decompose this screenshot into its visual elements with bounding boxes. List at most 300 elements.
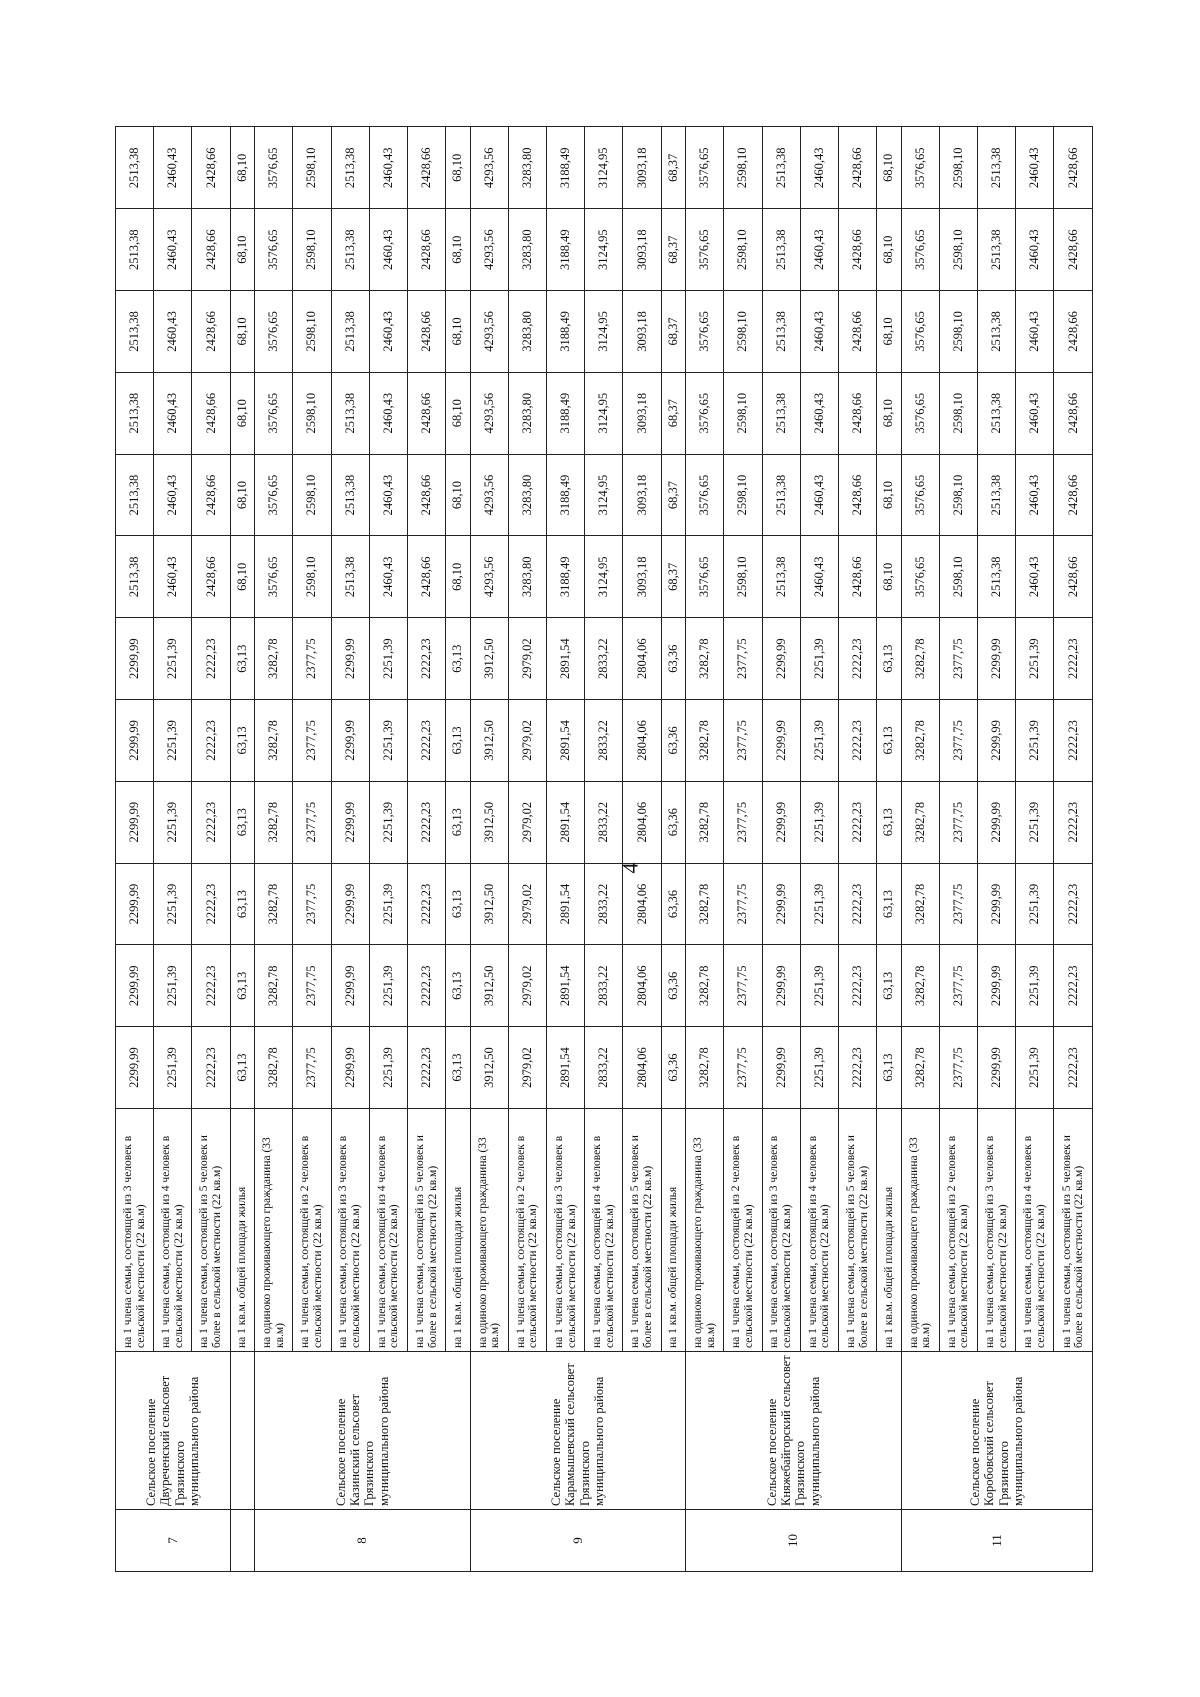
value-cell: 2460,43 (1016, 454, 1054, 536)
value-cell: 2299,99 (762, 700, 800, 782)
norm-description: на 1 члена семьи, состоящей из 4 человек в сельской местности (22 кв.м) (154, 1109, 192, 1352)
norm-description: на 1 члена семьи, состоящей из 5 человек и более в сельской местности (22 кв.м) (623, 1109, 661, 1352)
value-cell: 3124,95 (585, 291, 623, 373)
value-cell: 2251,39 (1016, 863, 1054, 945)
value-cell: 3282,78 (255, 618, 293, 700)
rotated-table-container (115, 127, 1093, 1572)
value-cell: 2222,23 (407, 781, 445, 863)
norm-description: на 1 члена семьи, состоящей из 3 человек в сельской местности (22 кв.м) (116, 1109, 154, 1352)
value-cell: 63,36 (661, 863, 685, 945)
value-cell: 2222,23 (407, 863, 445, 945)
value-cell: 2598,10 (939, 372, 977, 454)
value-cell: 3576,65 (255, 127, 293, 209)
value-cell: 63,36 (661, 945, 685, 1027)
value-cell: 2251,39 (154, 1027, 192, 1109)
value-cell: 2598,10 (293, 209, 331, 291)
value-cell: 3188,49 (547, 209, 585, 291)
value-cell: 2299,99 (762, 945, 800, 1027)
value-cell: 63,36 (661, 700, 685, 782)
value-cell: 4293,56 (470, 536, 508, 618)
value-cell: 2222,23 (1054, 945, 1093, 1027)
value-cell: 2598,10 (724, 454, 762, 536)
value-cell: 63,13 (230, 945, 254, 1027)
value-cell: 3912,50 (470, 700, 508, 782)
value-cell: 2598,10 (724, 372, 762, 454)
norm-description: на 1 члена семьи, состоящей из 5 человек и более в сельской местности (22 кв.м) (838, 1109, 876, 1352)
value-cell: 68,10 (230, 209, 254, 291)
value-cell: 3576,65 (901, 536, 939, 618)
norm-description: на 1 члена семьи, состоящей из 3 человек в сельской местности (22 кв.м) (547, 1109, 585, 1352)
table-row (901, 127, 939, 1572)
value-cell: 2460,43 (369, 291, 407, 373)
value-cell: 2299,99 (978, 781, 1016, 863)
norm-description: на одиноко проживающего гражданина (33 кв.м) (255, 1109, 293, 1352)
value-cell: 63,13 (230, 618, 254, 700)
value-cell: 63,36 (661, 1027, 685, 1109)
value-cell: 3912,50 (470, 863, 508, 945)
value-cell: 2804,06 (623, 945, 661, 1027)
value-cell: 2428,66 (192, 454, 230, 536)
value-cell: 2222,23 (1054, 1027, 1093, 1109)
value-cell: 2598,10 (939, 291, 977, 373)
value-cell: 3093,18 (623, 454, 661, 536)
value-cell: 2891,54 (547, 1027, 585, 1109)
value-cell: 2804,06 (623, 863, 661, 945)
value-cell: 2513,38 (978, 536, 1016, 618)
value-cell: 3576,65 (686, 209, 724, 291)
value-cell: 3282,78 (901, 945, 939, 1027)
value-cell: 2299,99 (331, 1027, 369, 1109)
value-cell: 2513,38 (978, 209, 1016, 291)
value-cell: 3576,65 (901, 127, 939, 209)
value-cell: 3576,65 (686, 291, 724, 373)
value-cell: 4293,56 (470, 291, 508, 373)
value-cell: 2251,39 (1016, 618, 1054, 700)
value-cell: 63,13 (877, 618, 901, 700)
value-cell: 2428,66 (1054, 209, 1093, 291)
value-cell: 4293,56 (470, 372, 508, 454)
value-cell: 3188,49 (547, 372, 585, 454)
value-cell: 68,10 (230, 536, 254, 618)
value-cell: 63,13 (877, 700, 901, 782)
row-number: 11 (901, 1510, 1092, 1572)
value-cell: 2299,99 (116, 945, 154, 1027)
value-cell: 2428,66 (838, 209, 876, 291)
value-cell: 2428,66 (192, 127, 230, 209)
value-cell: 3576,65 (686, 372, 724, 454)
value-cell: 63,13 (230, 700, 254, 782)
value-cell: 2428,66 (407, 372, 445, 454)
value-cell: 3576,65 (686, 127, 724, 209)
value-cell: 2513,38 (116, 372, 154, 454)
value-cell: 2979,02 (508, 1027, 546, 1109)
norm-description: на 1 члена семьи, состоящей из 2 человек в сельской местности (22 кв.м) (724, 1109, 762, 1352)
value-cell: 2460,43 (800, 127, 838, 209)
value-cell: 2222,23 (407, 1027, 445, 1109)
value-cell: 3576,65 (686, 536, 724, 618)
value-cell: 2251,39 (369, 1027, 407, 1109)
value-cell: 3282,78 (686, 781, 724, 863)
value-cell: 3283,80 (508, 454, 546, 536)
value-cell: 2804,06 (623, 618, 661, 700)
value-cell: 2460,43 (800, 454, 838, 536)
value-cell: 2891,54 (547, 945, 585, 1027)
value-cell: 3576,65 (255, 536, 293, 618)
row-number: 9 (470, 1510, 686, 1572)
value-cell: 68,37 (661, 454, 685, 536)
value-cell: 2833,22 (585, 1027, 623, 1109)
value-cell: 3576,65 (901, 372, 939, 454)
value-cell: 3093,18 (623, 127, 661, 209)
value-cell: 3124,95 (585, 209, 623, 291)
value-cell: 2222,23 (192, 618, 230, 700)
value-cell: 68,37 (661, 127, 685, 209)
value-cell: 3124,95 (585, 372, 623, 454)
value-cell: 2222,23 (192, 700, 230, 782)
value-cell: 2513,38 (116, 291, 154, 373)
value-cell: 2377,75 (939, 863, 977, 945)
value-cell: 2251,39 (800, 863, 838, 945)
value-cell: 2513,38 (331, 372, 369, 454)
value-cell: 3283,80 (508, 291, 546, 373)
value-cell: 2377,75 (293, 700, 331, 782)
value-cell: 2428,66 (192, 209, 230, 291)
value-cell: 2598,10 (293, 454, 331, 536)
value-cell: 2598,10 (293, 291, 331, 373)
value-cell: 2598,10 (724, 536, 762, 618)
value-cell: 2299,99 (331, 618, 369, 700)
value-cell: 3576,65 (255, 454, 293, 536)
value-cell: 2804,06 (623, 781, 661, 863)
value-cell: 2377,75 (293, 863, 331, 945)
norm-description: на 1 члена семьи, состоящей из 2 человек в сельской местности (22 кв.м) (939, 1109, 977, 1352)
value-cell: 2299,99 (331, 700, 369, 782)
value-cell: 3188,49 (547, 127, 585, 209)
value-cell: 68,10 (877, 127, 901, 209)
value-cell: 2428,66 (838, 127, 876, 209)
value-cell: 3282,78 (686, 1027, 724, 1109)
value-cell: 3282,78 (901, 863, 939, 945)
value-cell: 2598,10 (939, 536, 977, 618)
value-cell: 2513,38 (331, 209, 369, 291)
value-cell: 2222,23 (1054, 863, 1093, 945)
norm-description: на одиноко проживающего гражданина (33 кв.м) (686, 1109, 724, 1352)
value-cell: 2598,10 (293, 127, 331, 209)
value-cell: 68,37 (661, 536, 685, 618)
value-cell: 68,10 (230, 454, 254, 536)
value-cell: 2222,23 (192, 863, 230, 945)
value-cell: 2460,43 (1016, 209, 1054, 291)
value-cell: 2891,54 (547, 700, 585, 782)
value-cell: 2299,99 (116, 618, 154, 700)
value-cell: 2833,22 (585, 781, 623, 863)
value-cell: 2460,43 (1016, 127, 1054, 209)
value-cell: 3576,65 (901, 291, 939, 373)
value-cell: 2833,22 (585, 863, 623, 945)
value-cell: 63,13 (446, 781, 470, 863)
value-cell: 2251,39 (154, 945, 192, 1027)
value-cell: 2460,43 (800, 372, 838, 454)
value-cell: 2598,10 (293, 536, 331, 618)
value-cell: 2833,22 (585, 700, 623, 782)
value-cell: 2460,43 (154, 372, 192, 454)
value-cell: 3282,78 (255, 781, 293, 863)
norm-description: на 1 кв.м. общей площади жилья (230, 1109, 254, 1352)
value-cell: 4293,56 (470, 127, 508, 209)
value-cell: 3576,65 (255, 291, 293, 373)
value-cell: 2222,23 (192, 1027, 230, 1109)
value-cell: 2251,39 (154, 618, 192, 700)
value-cell: 2428,66 (1054, 372, 1093, 454)
value-cell: 68,10 (446, 454, 470, 536)
value-cell: 2513,38 (116, 454, 154, 536)
value-cell: 2833,22 (585, 945, 623, 1027)
table-row (686, 127, 724, 1572)
norm-description: на одиноко проживающего гражданина (33 кв.м) (901, 1109, 939, 1352)
value-cell: 2428,66 (1054, 454, 1093, 536)
value-cell: 68,10 (877, 536, 901, 618)
value-cell: 2222,23 (192, 945, 230, 1027)
value-cell: 63,13 (877, 863, 901, 945)
value-cell: 2428,66 (192, 372, 230, 454)
value-cell: 4293,56 (470, 209, 508, 291)
blank-cell (230, 1510, 254, 1572)
value-cell: 2513,38 (762, 536, 800, 618)
value-cell: 2460,43 (154, 209, 192, 291)
value-cell: 3093,18 (623, 372, 661, 454)
row-number: 10 (686, 1510, 902, 1572)
value-cell: 2299,99 (331, 781, 369, 863)
norm-description: на 1 члена семьи, состоящей из 5 человек и более в сельской местности (22 кв.м) (407, 1109, 445, 1352)
value-cell: 3282,78 (255, 945, 293, 1027)
value-cell: 3282,78 (255, 863, 293, 945)
value-cell: 2804,06 (623, 700, 661, 782)
value-cell: 2299,99 (762, 1027, 800, 1109)
value-cell: 3282,78 (255, 1027, 293, 1109)
norm-description: на 1 члена семьи, состоящей из 3 человек в сельской местности (22 кв.м) (762, 1109, 800, 1352)
value-cell: 2222,23 (1054, 781, 1093, 863)
value-cell: 63,36 (661, 618, 685, 700)
value-cell: 2251,39 (800, 700, 838, 782)
value-cell: 3283,80 (508, 209, 546, 291)
value-cell: 2598,10 (939, 209, 977, 291)
value-cell: 2299,99 (978, 700, 1016, 782)
value-cell: 2251,39 (154, 781, 192, 863)
value-cell: 2377,75 (724, 618, 762, 700)
value-cell: 2513,38 (978, 127, 1016, 209)
value-cell: 2460,43 (154, 536, 192, 618)
page-number: 4 (617, 862, 643, 874)
value-cell: 2428,66 (407, 454, 445, 536)
value-cell: 2251,39 (800, 1027, 838, 1109)
value-cell: 2222,23 (838, 863, 876, 945)
value-cell: 2460,43 (369, 372, 407, 454)
value-cell: 63,13 (446, 700, 470, 782)
value-cell: 68,37 (661, 291, 685, 373)
value-cell: 2513,38 (116, 127, 154, 209)
value-cell: 68,10 (230, 127, 254, 209)
value-cell: 2222,23 (838, 1027, 876, 1109)
value-cell: 2299,99 (762, 863, 800, 945)
value-cell: 3282,78 (686, 863, 724, 945)
norm-description: на 1 члена семьи, состоящей из 3 человек в сельской местности (22 кв.м) (331, 1109, 369, 1352)
value-cell: 2222,23 (838, 945, 876, 1027)
value-cell: 3124,95 (585, 536, 623, 618)
value-cell: 2513,38 (762, 127, 800, 209)
value-cell: 2979,02 (508, 618, 546, 700)
value-cell: 3188,49 (547, 291, 585, 373)
value-cell: 63,13 (877, 781, 901, 863)
value-cell: 2460,43 (1016, 536, 1054, 618)
value-cell: 2460,43 (800, 291, 838, 373)
value-cell: 3282,78 (686, 945, 724, 1027)
value-cell: 2222,23 (407, 945, 445, 1027)
value-cell: 68,10 (446, 127, 470, 209)
value-cell: 2513,38 (762, 372, 800, 454)
value-cell: 2428,66 (192, 536, 230, 618)
value-cell: 68,10 (446, 372, 470, 454)
value-cell: 3188,49 (547, 536, 585, 618)
norm-description: на 1 члена семьи, состоящей из 2 человек в сельской местности (22 кв.м) (293, 1109, 331, 1352)
value-cell: 2299,99 (116, 781, 154, 863)
value-cell: 3283,80 (508, 536, 546, 618)
value-cell: 2428,66 (407, 209, 445, 291)
value-cell: 2299,99 (978, 863, 1016, 945)
blank-cell (230, 1352, 254, 1510)
value-cell: 2299,99 (978, 945, 1016, 1027)
value-cell: 2251,39 (1016, 945, 1054, 1027)
value-cell: 2377,75 (724, 945, 762, 1027)
tariff-table (115, 126, 1093, 1572)
value-cell: 63,13 (877, 945, 901, 1027)
value-cell: 2979,02 (508, 781, 546, 863)
value-cell: 2251,39 (1016, 781, 1054, 863)
settlement-name: Сельское поселение Коробовский сельсовет Грязинского муниципального района (901, 1352, 1092, 1510)
table-row (255, 127, 293, 1572)
norm-description: на 1 члена семьи, состоящей из 2 человек в сельской местности (22 кв.м) (508, 1109, 546, 1352)
value-cell: 2428,66 (838, 454, 876, 536)
value-cell: 63,13 (446, 863, 470, 945)
value-cell: 2377,75 (724, 781, 762, 863)
value-cell: 3912,50 (470, 618, 508, 700)
value-cell: 2833,22 (585, 618, 623, 700)
value-cell: 63,13 (230, 781, 254, 863)
value-cell: 2377,75 (939, 618, 977, 700)
value-cell: 2428,66 (1054, 127, 1093, 209)
value-cell: 2222,23 (1054, 700, 1093, 782)
value-cell: 2251,39 (154, 700, 192, 782)
value-cell: 2513,38 (978, 454, 1016, 536)
value-cell: 2428,66 (838, 291, 876, 373)
value-cell: 2598,10 (724, 127, 762, 209)
value-cell: 2891,54 (547, 618, 585, 700)
value-cell: 2299,99 (331, 945, 369, 1027)
norm-description: на 1 члена семьи, состоящей из 5 человек и более в сельской местности (22 кв.м) (192, 1109, 230, 1352)
value-cell: 2460,43 (154, 291, 192, 373)
value-cell: 2428,66 (838, 372, 876, 454)
value-cell: 2598,10 (939, 454, 977, 536)
value-cell: 2428,66 (192, 291, 230, 373)
value-cell: 3912,50 (470, 945, 508, 1027)
value-cell: 2251,39 (369, 945, 407, 1027)
value-cell: 3282,78 (901, 618, 939, 700)
value-cell: 68,10 (446, 291, 470, 373)
value-cell: 63,13 (446, 1027, 470, 1109)
settlement-name: Сельское поселение Карамышевский сельсовет Грязинского муниципального района (470, 1352, 686, 1510)
value-cell: 3576,65 (901, 454, 939, 536)
value-cell: 3576,65 (255, 209, 293, 291)
value-cell: 2513,38 (762, 454, 800, 536)
value-cell: 2377,75 (939, 945, 977, 1027)
value-cell: 3912,50 (470, 1027, 508, 1109)
value-cell: 68,10 (877, 209, 901, 291)
value-cell: 2598,10 (293, 372, 331, 454)
settlement-name: Сельское поселение Казинский сельсовет Грязинского муниципального района (255, 1352, 471, 1510)
value-cell: 2251,39 (1016, 700, 1054, 782)
value-cell: 2979,02 (508, 863, 546, 945)
value-cell: 2377,75 (724, 1027, 762, 1109)
norm-description: на одиноко проживающего гражданина (33 кв.м) (470, 1109, 508, 1352)
value-cell: 3093,18 (623, 291, 661, 373)
value-cell: 2222,23 (838, 700, 876, 782)
value-cell: 3093,18 (623, 536, 661, 618)
value-cell: 2299,99 (762, 618, 800, 700)
value-cell: 2598,10 (939, 127, 977, 209)
value-cell: 2513,38 (116, 209, 154, 291)
table-row (116, 127, 154, 1572)
value-cell: 2251,39 (369, 700, 407, 782)
value-cell: 2460,43 (154, 454, 192, 536)
value-cell: 2377,75 (293, 945, 331, 1027)
value-cell: 68,37 (661, 209, 685, 291)
value-cell: 68,10 (446, 536, 470, 618)
value-cell: 2460,43 (369, 454, 407, 536)
value-cell: 2513,38 (331, 291, 369, 373)
value-cell: 2299,99 (978, 1027, 1016, 1109)
value-cell: 2460,43 (369, 209, 407, 291)
value-cell: 2460,43 (369, 127, 407, 209)
value-cell: 68,10 (877, 372, 901, 454)
table-row (230, 127, 254, 1572)
value-cell: 2299,99 (116, 1027, 154, 1109)
value-cell: 2299,99 (762, 781, 800, 863)
value-cell: 2428,66 (1054, 291, 1093, 373)
value-cell: 2598,10 (724, 291, 762, 373)
value-cell: 2428,66 (1054, 536, 1093, 618)
value-cell: 2377,75 (293, 781, 331, 863)
value-cell: 3282,78 (255, 700, 293, 782)
value-cell: 2299,99 (331, 863, 369, 945)
value-cell: 2377,75 (293, 618, 331, 700)
value-cell: 3124,95 (585, 454, 623, 536)
value-cell: 2377,75 (293, 1027, 331, 1109)
value-cell: 68,10 (877, 454, 901, 536)
value-cell: 2299,99 (978, 618, 1016, 700)
value-cell: 2251,39 (800, 781, 838, 863)
value-cell: 63,36 (661, 781, 685, 863)
norm-description: на 1 члена семьи, состоящей из 3 человек в сельской местности (22 кв.м) (978, 1109, 1016, 1352)
value-cell: 3282,78 (686, 618, 724, 700)
value-cell: 2460,43 (800, 536, 838, 618)
value-cell: 2460,43 (1016, 291, 1054, 373)
value-cell: 2513,38 (978, 291, 1016, 373)
value-cell: 63,13 (446, 618, 470, 700)
value-cell: 2891,54 (547, 781, 585, 863)
value-cell: 63,13 (230, 863, 254, 945)
value-cell: 2299,99 (116, 863, 154, 945)
value-cell: 2428,66 (407, 127, 445, 209)
value-cell: 3093,18 (623, 209, 661, 291)
